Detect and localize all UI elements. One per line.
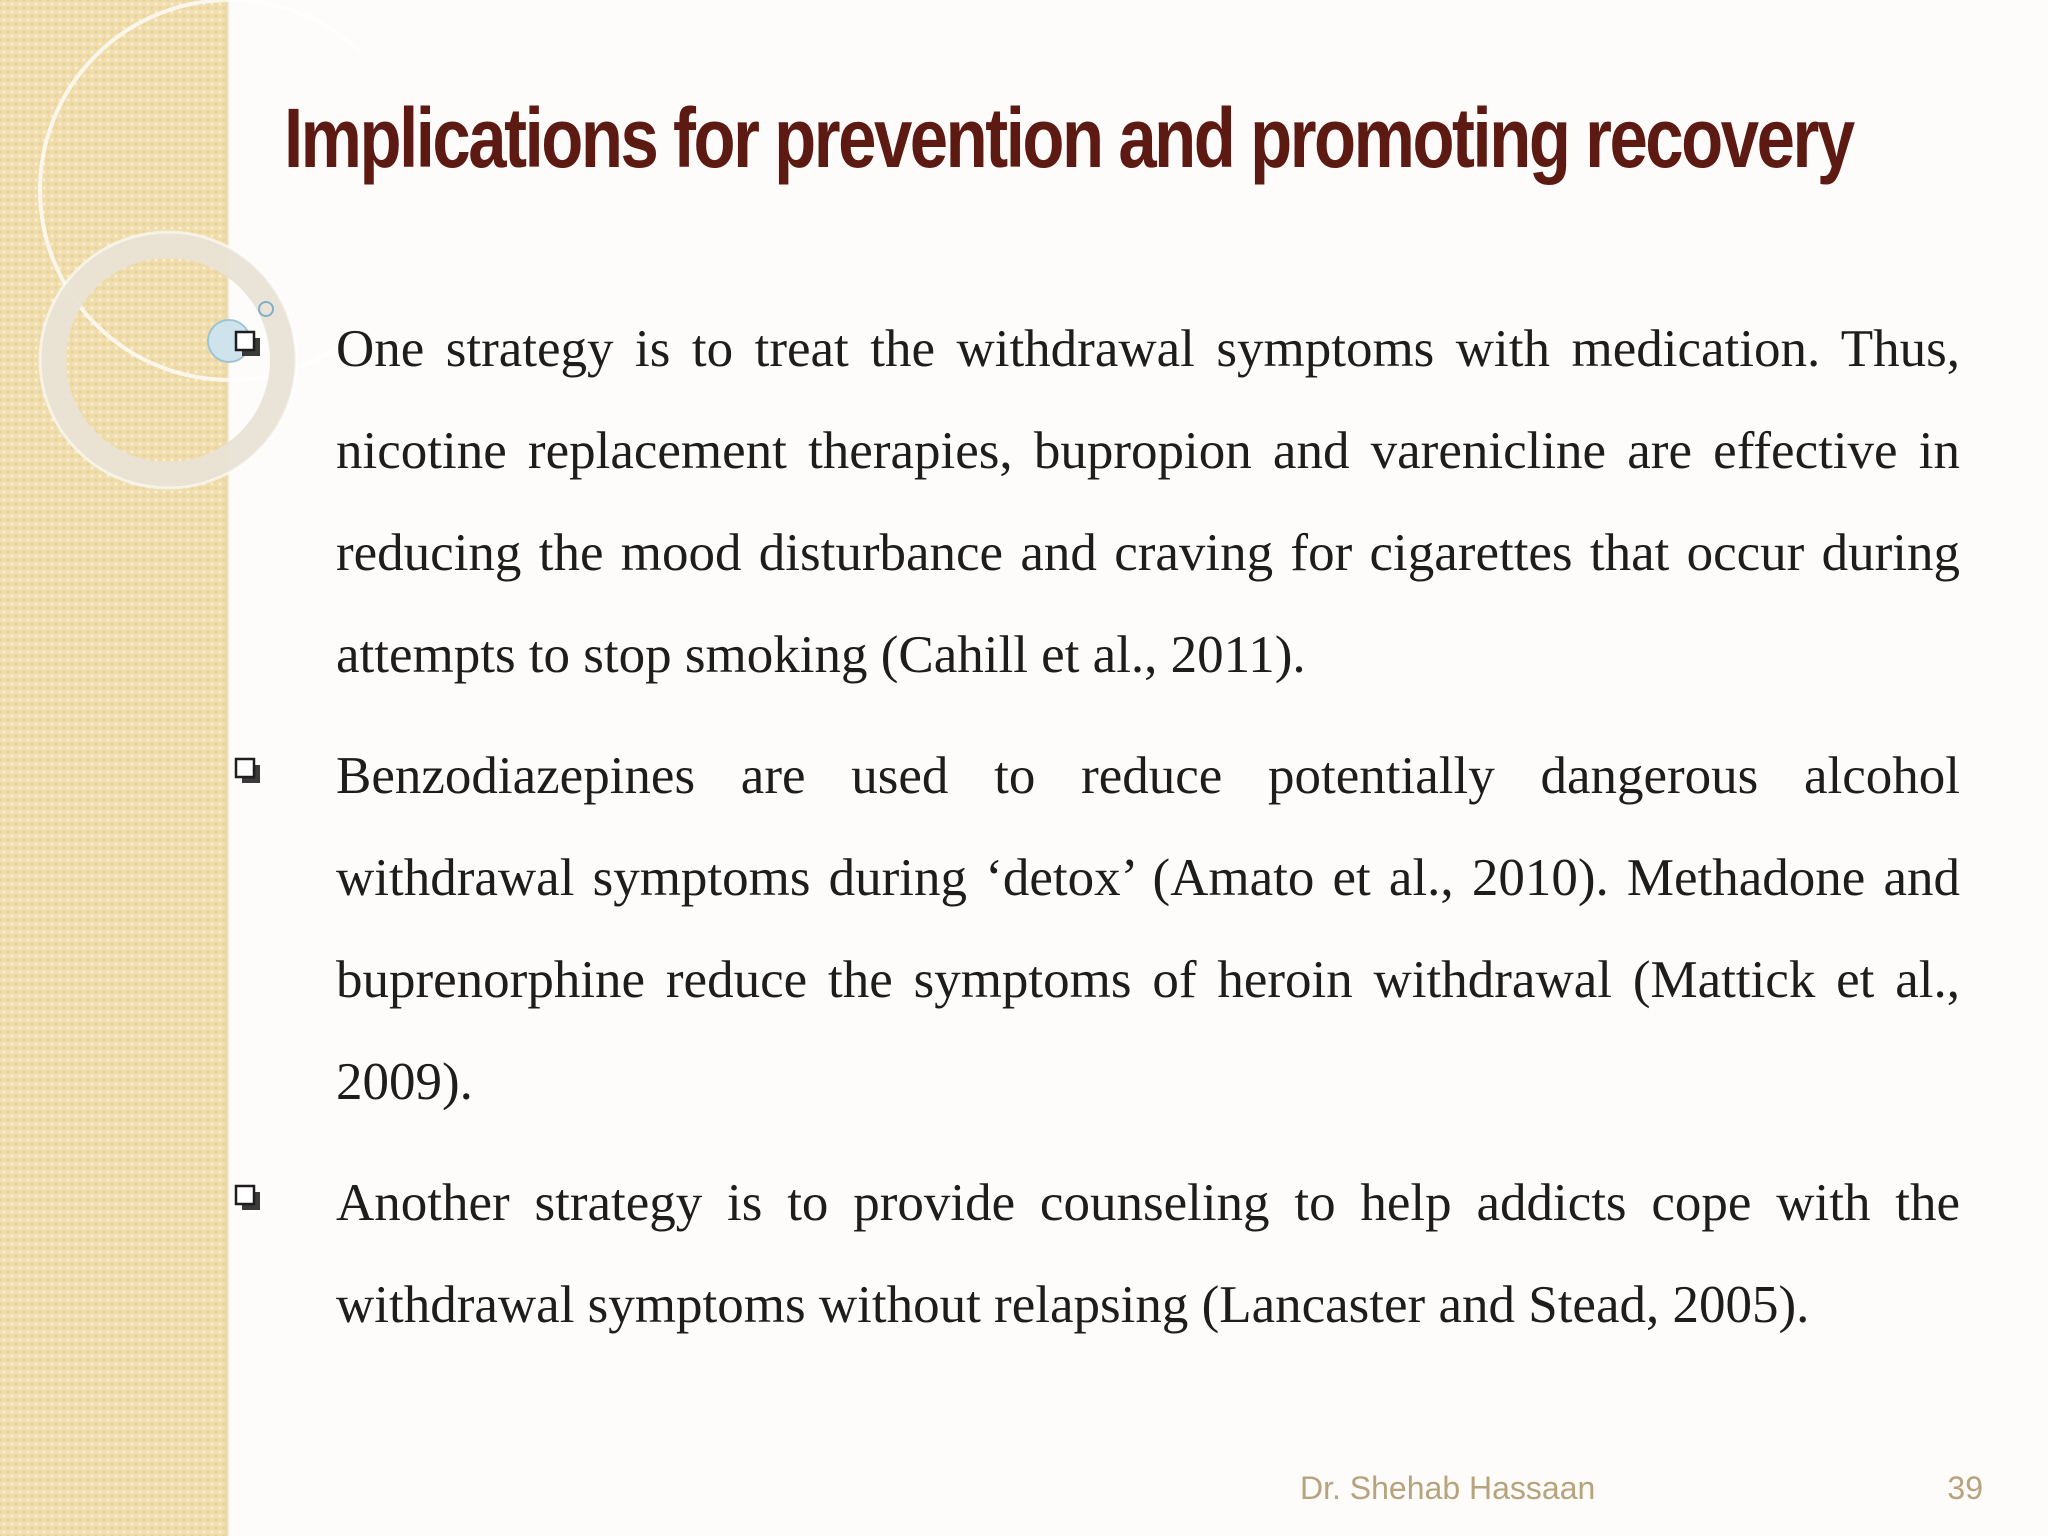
- hollow-square-bullet-icon: [234, 330, 262, 358]
- bullet-text: One strategy is to treat the withdrawal symptoms with medication. Thus, nicotine replacement therapies, bupropion and varenicline are effective in reducing the mood disturbance and craving for cigarettes that occur during attempts to stop smoking (Cahill et al., 2011).: [336, 320, 1960, 684]
- hollow-square-bullet-icon: [234, 757, 262, 785]
- bullet-item: [232, 298, 1964, 706]
- page-number: 39: [1947, 1470, 1983, 1506]
- footer-author: Dr. Shehab Hassaan: [1300, 1470, 1596, 1506]
- slide-title: Implications for prevention and promoting recovery: [284, 91, 1853, 185]
- hollow-square-bullet-icon: [234, 1184, 262, 1212]
- bullet-item: [232, 1152, 1964, 1356]
- bullet-item: [232, 725, 1964, 1133]
- bullet-text: Another strategy is to provide counseling to help addicts cope with the withdrawal symptoms without relapsing (Lancaster and Stead, 2005).: [336, 1174, 1960, 1334]
- bullet-text: Benzodiazepines are used to reduce potentially dangerous alcohol withdrawal symptoms during ‘detox’ (Amato et al., 2010). Methadone and buprenorphine reduce the symptoms of heroin withdrawal (Mattick et al., 2009).: [336, 747, 1960, 1111]
